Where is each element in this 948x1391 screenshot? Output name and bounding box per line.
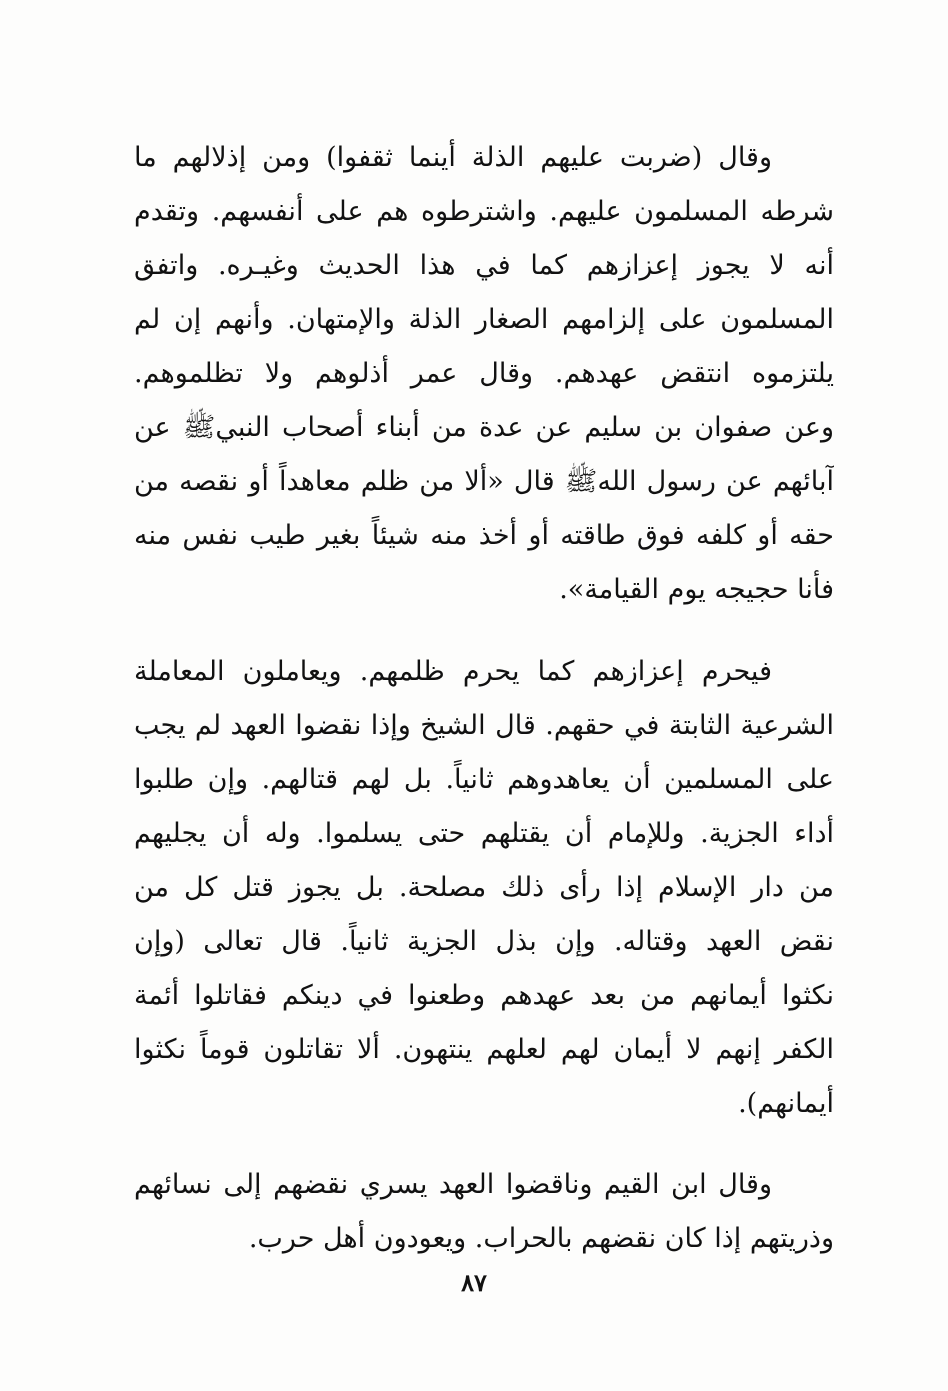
text-line: على المسلمين أن يعاهدوهم ثانياً. بل لهم قتالهم. وإن طلبوا	[134, 764, 834, 795]
text-line: فأنا حجيجه يوم القيامة».	[559, 574, 834, 605]
text-line: يلتزموه انتقض عهدهم. وقال عمر أذلوهم ولا تظلموهم.	[134, 358, 834, 389]
paragraph-2	[134, 645, 834, 1131]
text-line: حقه أو كلفه فوق طاقته أو أخذ منه شيئاً بغير طيب نفس منه	[134, 520, 834, 551]
text-line: نكثوا أيمانهم من بعد عهدهم وطعنوا في دينكم فقاتلوا أئمة	[134, 980, 834, 1011]
text-line: وقال ابن القيم وناقضوا العهد يسري نقضهم إلى نسائهم	[134, 1169, 772, 1200]
text-line: أيمانهم).	[738, 1088, 834, 1119]
page-number: ٨٧	[461, 1268, 487, 1297]
paragraph-3	[134, 1158, 834, 1266]
text-line: أداء الجزية. وللإمام أن يقتلهم حتى يسلموا. وله أن يجليهم	[134, 818, 834, 849]
text-line: الكفر إنهم لا أيمان لهم لعلهم ينتهون. ألا تقاتلون قوماً نكثوا	[134, 1034, 834, 1065]
text-line: وقال (ضربت عليهم الذلة أينما ثقفوا) ومن إذلالهم ما	[134, 142, 772, 173]
text-line: فيحرم إعزازهم كما يحرم ظلمهم. ويعاملون المعاملة	[134, 656, 772, 687]
text-line: نقض العهد وقتاله. وإن بذل الجزية ثانياً. قال تعالى (وإن	[134, 926, 834, 957]
text-line: من دار الإسلام إذا رأى ذلك مصلحة. بل يجوز قتل كل من	[134, 872, 834, 903]
text-line: وذريتهم إذا كان نقضهم بالحراب. ويعودون أهل حرب.	[248, 1223, 834, 1254]
paragraph-1	[134, 131, 834, 617]
text-line: المسلمون على إلزامهم الصغار الذلة والإمتهان. وأنهم إن لم	[134, 304, 834, 335]
text-line: آبائهم عن رسول اللهﷺ قال «ألا من ظلم معاهداً أو نقصه من	[134, 466, 834, 497]
text-line: أنه لا يجوز إعزازهم كما في هذا الحديث وغيـره. واتفق	[134, 250, 834, 281]
text-line: الشرعية الثابتة في حقهم. قال الشيخ وإذا نقضوا العهد لم يجب	[134, 710, 834, 741]
text-line: شرطه المسلمون عليهم. واشترطوه هم على أنفسهم. وتقدم	[134, 196, 834, 227]
text-line: وعن صفوان بن سليم عن عدة من أبناء أصحاب النبيﷺ عن	[134, 412, 834, 443]
